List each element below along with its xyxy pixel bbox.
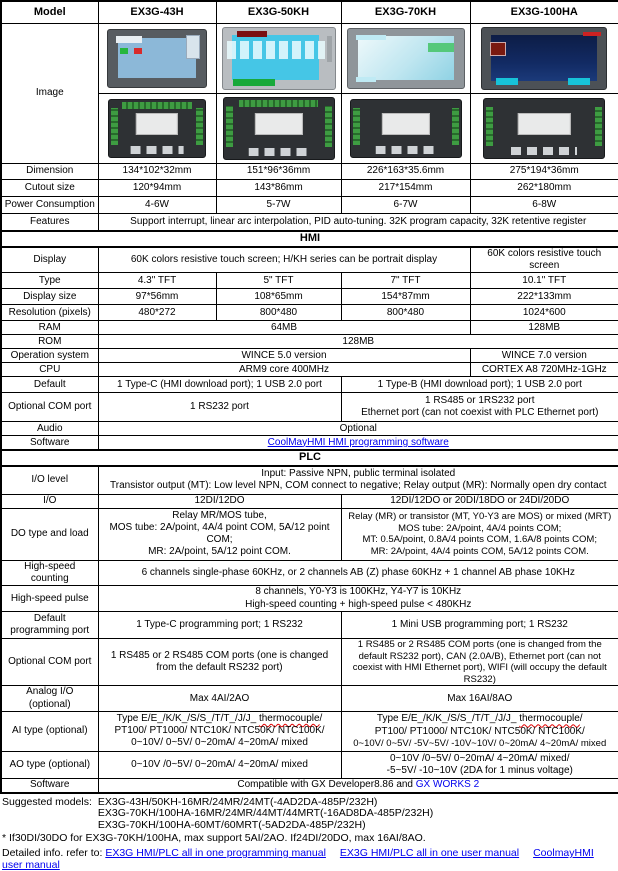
- row-type: [1, 273, 618, 289]
- row-image-front: [1, 24, 618, 94]
- hmi-software-link[interactable]: CoolMayHMI HMI programming software: [267, 436, 449, 448]
- display-size-value: 108*65mm: [216, 289, 341, 305]
- ai-type-right-line2: PT100/ PT1000/ NTC10K/ NTC50K/ NTC100K/: [374, 725, 585, 737]
- device-screen: [491, 35, 597, 81]
- terminal-strip: [595, 107, 602, 146]
- hmi-section-header: HMI: [1, 231, 618, 247]
- terminal-strip: [239, 100, 318, 107]
- dimension-value: 275*194*36mm: [470, 164, 618, 180]
- terminal-strip: [122, 102, 191, 109]
- image-front-ex3g-50kh: [216, 24, 341, 94]
- coolmayhmi-manual-link[interactable]: CoolmayHMI user manual: [2, 847, 594, 871]
- image-back-ex3g-100ha: [470, 94, 618, 164]
- row-plc-optional-com: [1, 639, 618, 686]
- display-value-col4: 60K colors resistive touch screen: [470, 247, 618, 273]
- suggested-models-label: Suggested models:: [2, 795, 92, 808]
- screen-accent: [356, 35, 386, 40]
- hs-pulse-label: High-speed pulse: [1, 586, 98, 612]
- resolution-label: Resolution (pixels): [1, 305, 98, 321]
- ao-type-left: 0~10V /0~5V/ 0~20mA/ 4~20mA/ mixed: [98, 751, 341, 778]
- ao-type-right: [341, 751, 618, 778]
- display-size-value: 154*87mm: [341, 289, 470, 305]
- hs-pulse-line1: 8 channels, Y0-Y3 is 100KHz, Y4-Y7 is 10KHz: [255, 586, 462, 598]
- row-model: [1, 1, 618, 24]
- row-do-type: [1, 508, 618, 560]
- screen-accent: [233, 79, 275, 86]
- screen-accent: [120, 48, 128, 54]
- os-value-col4: WINCE 7.0 version: [470, 349, 618, 363]
- product-front-image: [222, 27, 336, 90]
- cutout-label: Cutout size: [1, 180, 98, 197]
- ai-type-label: AI type (optional): [1, 711, 98, 751]
- screen-accent: [134, 48, 142, 54]
- power-value: 6-7W: [341, 197, 470, 214]
- image-row-label: Image: [1, 24, 98, 164]
- product-back-image: [223, 97, 335, 160]
- resolution-value: 1024*600: [470, 305, 618, 321]
- io-label: I/O: [1, 494, 98, 508]
- plc-software-prefix: Compatible with GX Developer8.86 and: [237, 779, 416, 791]
- io-level-line2: Transistor output (MT): Low level NPN, COM connect to negative; Relay output (MR): Normally open dry contact: [110, 480, 607, 492]
- features-label: Features: [1, 214, 98, 232]
- suggested-models-lines: [98, 797, 433, 832]
- hs-pulse-value: [98, 586, 618, 612]
- screen-accent: [583, 32, 601, 36]
- type-value: 4.3" TFT: [98, 273, 216, 289]
- display-label: Display: [1, 247, 98, 273]
- os-value-span3: WINCE 5.0 version: [98, 349, 470, 363]
- row-ai-type: [1, 711, 618, 751]
- ram-value-col4: 128MB: [470, 321, 618, 335]
- audio-value: Optional: [98, 422, 618, 436]
- ao-type-label: AO type (optional): [1, 751, 98, 778]
- hmi-optional-com-left: 1 RS232 port: [98, 393, 341, 422]
- ai-type-right: [341, 711, 618, 751]
- display-value-span3: 60K colors resistive touch screen; H/KH series can be portrait display: [98, 247, 470, 273]
- analog-io-left: Max 4AI/2AO: [98, 686, 341, 711]
- product-back-image: [483, 98, 605, 159]
- row-hmi-optional-com: [1, 393, 618, 422]
- hmi-optional-com-right-line2: Ethernet port (can not coexist with PLC Ethernet port): [361, 407, 599, 419]
- plc-optional-com-label: Optional COM port: [1, 639, 98, 686]
- cutout-value: 120*94mm: [98, 180, 216, 197]
- hmi-software-value: [98, 436, 618, 451]
- screen-accent: [186, 35, 200, 59]
- screen-accent: [428, 43, 454, 52]
- analog-io-label: Analog I/O (optional): [1, 686, 98, 711]
- io-level-value: [98, 466, 618, 495]
- back-label: [136, 113, 178, 135]
- image-back-ex3g-43h: [98, 94, 216, 164]
- display-size-value: 97*56mm: [98, 289, 216, 305]
- row-io-level: [1, 466, 618, 495]
- suggested-models-block: [2, 797, 616, 832]
- row-audio: [1, 422, 618, 436]
- do-type-left: [98, 508, 341, 560]
- default-prog-right: 1 Mini USB programming port; 1 RS232: [341, 612, 618, 639]
- resolution-value: 800*480: [341, 305, 470, 321]
- product-back-image: [350, 99, 462, 158]
- rom-label: ROM: [1, 335, 98, 349]
- io-level-line1: Input: Passive NPN, public terminal isolated: [261, 468, 456, 480]
- ai-type-left-line2: PT100/ PT1000/ NTC10K/ NTC50K/ NTC100K/: [114, 725, 325, 737]
- screen-accent: [356, 77, 376, 82]
- do-type-label: DO type and load: [1, 508, 98, 560]
- power-value: 5-7W: [216, 197, 341, 214]
- row-display-size: [1, 289, 618, 305]
- cpu-value-span3: ARM9 core 400MHz: [98, 363, 470, 377]
- model-name-ex3g-70kh: EX3G-70KH: [341, 1, 470, 24]
- plc-software-label: Software: [1, 778, 98, 793]
- row-hs-pulse: [1, 586, 618, 612]
- os-label: Operation system: [1, 349, 98, 363]
- do-type-left-line: MR: 2A/point, 5A/12 point COM.: [148, 546, 291, 558]
- hs-counting-label: High-speed counting: [1, 560, 98, 585]
- cutout-value: 262*180mm: [470, 180, 618, 197]
- features-value: Support interrupt, linear arc interpolation, PID auto-tuning. 32K program capacity, 32K retentive register: [98, 214, 618, 232]
- screen-accent: [116, 36, 142, 43]
- do-type-right: [341, 508, 618, 560]
- display-size-label: Display size: [1, 289, 98, 305]
- ai-type-left-line3: 0~10V/ 0~5V/ 0~20mA/ 4~20mA/ mixed: [131, 737, 308, 749]
- default-port-label: Default: [1, 377, 98, 393]
- row-resolution: [1, 305, 618, 321]
- default-prog-left: 1 Type-C programming port; 1 RS232: [98, 612, 341, 639]
- row-analog-io: [1, 686, 618, 711]
- model-name-ex3g-43h: EX3G-43H: [98, 1, 216, 24]
- hmi-software-label: Software: [1, 436, 98, 451]
- screen-accent: [227, 41, 325, 59]
- io-level-label: I/O level: [1, 466, 98, 495]
- screen-accent: [327, 36, 332, 62]
- back-label: [381, 113, 429, 135]
- product-front-image: [481, 27, 607, 90]
- type-label: Type: [1, 273, 98, 289]
- dimension-value: 151*96*36mm: [216, 164, 341, 180]
- image-front-ex3g-100ha: [470, 24, 618, 94]
- row-ram: [1, 321, 618, 335]
- terminal-strip: [353, 108, 360, 145]
- model-header-label: Model: [1, 1, 98, 24]
- screen-accent: [496, 78, 518, 85]
- product-front-image: [347, 28, 465, 89]
- rom-value: 128MB: [98, 335, 618, 349]
- ram-value-span3: 64MB: [98, 321, 470, 335]
- do-type-right-line: MT: 0.5A/point, 0.8A/4 points COM, 1.6A/8 points COM;: [362, 534, 597, 546]
- ram-label: RAM: [1, 321, 98, 335]
- power-value: 4-6W: [98, 197, 216, 214]
- port-row: [248, 148, 309, 156]
- terminal-strip: [486, 107, 493, 146]
- model-name-ex3g-100ha: EX3G-100HA: [470, 1, 618, 24]
- hmi-optional-com-right: [341, 393, 618, 422]
- dimension-value: 226*163*35.6mm: [341, 164, 470, 180]
- terminal-strip: [325, 106, 332, 147]
- audio-label: Audio: [1, 422, 98, 436]
- row-cutout: [1, 180, 618, 197]
- product-front-image: [107, 29, 207, 88]
- cutout-value: 143*86mm: [216, 180, 341, 197]
- suggested-model-line: EX3G-70KH/100HA-60MT/60MRT(-5AD2DA-485P/232H): [97, 818, 366, 831]
- type-value: 10.1" TFT: [470, 273, 618, 289]
- port-row: [131, 146, 184, 154]
- hmi-optional-com-right-line1: 1 RS485 or 1RS232 port: [424, 395, 535, 407]
- product-back-image: [108, 99, 206, 158]
- programming-manual-link[interactable]: EX3G HMI/PLC all in one programming manual: [105, 847, 326, 860]
- detail-links-line: [2, 848, 616, 871]
- ai-type-right-line1: Type E/E_/K/K_/S/S_/T/T_/J/J_ thermocouple/: [376, 713, 583, 725]
- user-manual-link[interactable]: EX3G HMI/PLC all in one user manual: [339, 847, 520, 860]
- ai-type-left: [98, 711, 341, 751]
- row-ao-type: [1, 751, 618, 778]
- image-front-ex3g-70kh: [341, 24, 470, 94]
- row-rom: [1, 335, 618, 349]
- ai-type-left-line1: Type E/E_/K/K_/S/S_/T/T_/J/J_ thermocouple/: [116, 713, 323, 725]
- row-default-prog: [1, 612, 618, 639]
- terminal-strip: [196, 108, 203, 145]
- do-type-right-line: Relay (MR) or transistor (MT, Y0-Y3 are MOS) or mixed (MRT): [348, 511, 612, 523]
- port-row: [511, 147, 577, 155]
- type-value: 5" TFT: [216, 273, 341, 289]
- default-prog-label: Default programming port: [1, 612, 98, 639]
- default-port-left: 1 Type-C (HMI download port); 1 USB 2.0 port: [98, 377, 341, 393]
- dimension-value: 134*102*32mm: [98, 164, 216, 180]
- terminal-strip: [111, 108, 118, 145]
- type-value: 7" TFT: [341, 273, 470, 289]
- ao-type-right-line2: -5~5V/ -10~10V (2DA for 1 minus voltage): [386, 764, 573, 776]
- suggested-model-line: EX3G-70KH/100HA-16MR/24MR/44MT/44MRT(-16AD8DA-485P/232H): [97, 807, 434, 820]
- resolution-value: 480*272: [98, 305, 216, 321]
- image-front-ex3g-43h: [98, 24, 216, 94]
- misspelled-word: thermocouple: [258, 713, 320, 725]
- screen-accent: [237, 31, 267, 37]
- ai-type-right-line3: 0~10V/ 0~5V/ -5V~5V/ -10V~10V/ 0~20mA/ 4~20mA/ mixed: [353, 737, 607, 749]
- analog-io-right: Max 16AI/8AO: [341, 686, 618, 711]
- ao-type-right-line1: 0~10V /0~5V/ 0~20mA/ 4~20mA/ mixed/: [389, 752, 570, 764]
- do-type-right-line: MOS tube: 2A/point, 4A/4 points COM;: [398, 522, 562, 534]
- resolution-value: 800*480: [216, 305, 341, 321]
- hmi-optional-com-label: Optional COM port: [1, 393, 98, 422]
- display-size-value: 222*133mm: [470, 289, 618, 305]
- cpu-label: CPU: [1, 363, 98, 377]
- cpu-value-col4: CORTEX A8 720MHz-1GHz: [470, 363, 618, 377]
- port-row: [375, 146, 436, 154]
- cutout-value: 217*154mm: [341, 180, 470, 197]
- back-label: [518, 113, 570, 135]
- footnote: * If30DI/30DO for EX3G-70KH/100HA, max support 5AI/2AO. If24DI/20DO, max 16AI/8AO.: [2, 832, 426, 845]
- plc-section-header: PLC: [1, 450, 618, 465]
- misspelled-word: thermocouple: [519, 713, 580, 725]
- io-left: 12DI/12DO: [98, 494, 341, 508]
- plc-optional-com-left: 1 RS485 or 2 RS485 COM ports (one is changed from the default RS232 port): [98, 639, 341, 686]
- row-dimension: [1, 164, 618, 180]
- device-screen: [118, 38, 196, 78]
- image-back-ex3g-70kh: [341, 94, 470, 164]
- row-cpu: [1, 363, 618, 377]
- power-label: Power Consumption: [1, 197, 98, 214]
- row-hs-counting: [1, 560, 618, 585]
- terminal-strip: [452, 108, 459, 145]
- gx-works-link[interactable]: GX WORKS 2: [415, 779, 480, 791]
- suggested-model-line: EX3G-43H/50KH-16MR/24MR/24MT(-4AD2DA-485P/232H): [97, 795, 378, 808]
- row-hmi-section: [1, 231, 618, 247]
- footer: [0, 794, 616, 871]
- row-io: [1, 494, 618, 508]
- row-hmi-software: [1, 436, 618, 451]
- do-type-right-line: MR: 2A/point, 4A/4 points COM, 5A/12 points COM.: [370, 545, 589, 557]
- row-plc-section: [1, 450, 618, 465]
- screen-accent: [490, 42, 506, 56]
- row-default-port: [1, 377, 618, 393]
- hs-counting-value: 6 channels single-phase 60KHz, or 2 channels AB (Z) phase 60KHz + 1 channel AB phase 10KHz: [98, 560, 618, 585]
- io-right: 12DI/12DO or 20DI/18DO or 24DI/20DO: [341, 494, 618, 508]
- terminal-strip: [226, 106, 233, 147]
- image-back-ex3g-50kh: [216, 94, 341, 164]
- power-value: 6-8W: [470, 197, 618, 214]
- default-port-right: 1 Type-B (HMI download port); 1 USB 2.0 port: [341, 377, 618, 393]
- detail-links-prefix: Detailed info. refer to:: [2, 847, 106, 860]
- row-os: [1, 349, 618, 363]
- dimension-label: Dimension: [1, 164, 98, 180]
- model-name-ex3g-50kh: EX3G-50KH: [216, 1, 341, 24]
- hs-pulse-line2: High-speed counting + high-speed pulse < 480KHz: [245, 598, 472, 610]
- plc-optional-com-right: 1 RS485 or 2 RS485 COM ports (one is changed from the default RS232 port), CAN (2.0A/B), Ethernet port (can not coexist with HMI Ethernet port), WIFI (will occupy the default RS232): [341, 639, 618, 686]
- row-power: [1, 197, 618, 214]
- row-features: [1, 214, 618, 232]
- do-type-left-line: Relay MR/MOS tube,: [172, 509, 267, 521]
- row-display: [1, 247, 618, 273]
- do-type-left-line: MOS tube: 2A/point, 4A/4 point COM, 5A/12 point COM;: [109, 522, 330, 546]
- screen-accent: [568, 78, 590, 85]
- back-label: [254, 113, 302, 135]
